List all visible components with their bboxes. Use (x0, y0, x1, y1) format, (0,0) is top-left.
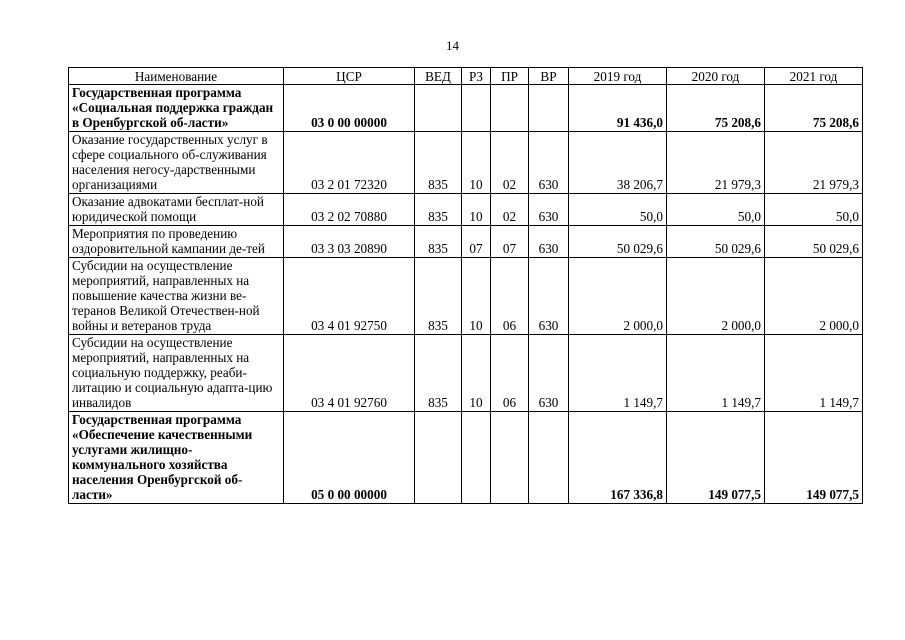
row-pr: 02 (491, 132, 529, 194)
row-rz: 07 (462, 226, 491, 258)
row-2021: 75 208,6 (765, 85, 863, 132)
row-name: Государственная программа «Обеспечение качественными услугами жилищно-коммунального хозяйства населения Оренбургской об-ласти» (69, 412, 284, 504)
row-2019: 1 149,7 (569, 335, 667, 412)
row-2020: 1 149,7 (667, 335, 765, 412)
row-csr: 03 0 00 00000 (284, 85, 415, 132)
row-name: Субсидии на осуществление мероприятий, направленных на повышение качества жизни ве-теранов Великой Отечествен-ной войны и ветеранов труда (69, 258, 284, 335)
row-vr (529, 412, 569, 504)
header-2019: 2019 год (569, 68, 667, 85)
row-name: Субсидии на осуществление мероприятий, направленных на социальную поддержку, реаби-литацию и социальную адапта-цию инвалидов (69, 335, 284, 412)
row-pr (491, 412, 529, 504)
row-csr: 03 4 01 92760 (284, 335, 415, 412)
row-rz: 10 (462, 132, 491, 194)
row-2019: 50,0 (569, 194, 667, 226)
row-rz: 10 (462, 194, 491, 226)
row-2020: 149 077,5 (667, 412, 765, 504)
row-2020: 21 979,3 (667, 132, 765, 194)
row-2021: 1 149,7 (765, 335, 863, 412)
row-rz (462, 85, 491, 132)
row-name: Государственная программа «Социальная поддержка граждан в Оренбургской об-ласти» (69, 85, 284, 132)
row-2021: 2 000,0 (765, 258, 863, 335)
table-row (69, 258, 863, 335)
row-csr: 03 2 01 72320 (284, 132, 415, 194)
row-2020: 50 029,6 (667, 226, 765, 258)
row-ved (415, 412, 462, 504)
row-ved: 835 (415, 194, 462, 226)
row-ved (415, 85, 462, 132)
row-name: Оказание адвокатами бесплат-ной юридической помощи (69, 194, 284, 226)
row-2021: 50 029,6 (765, 226, 863, 258)
row-pr: 06 (491, 258, 529, 335)
table-row (69, 335, 863, 412)
header-pr: ПР (491, 68, 529, 85)
row-pr (491, 85, 529, 132)
row-ved: 835 (415, 226, 462, 258)
row-csr: 05 0 00 00000 (284, 412, 415, 504)
table-header-row (69, 68, 863, 85)
row-name: Мероприятия по проведению оздоровительной кампании де-тей (69, 226, 284, 258)
row-2021: 50,0 (765, 194, 863, 226)
row-2019: 38 206,7 (569, 132, 667, 194)
row-name: Оказание государственных услуг в сфере социального об-служивания населения негосу-дарственными организациями (69, 132, 284, 194)
header-ved: ВЕД (415, 68, 462, 85)
row-ved: 835 (415, 132, 462, 194)
row-csr: 03 3 03 20890 (284, 226, 415, 258)
header-rz: РЗ (462, 68, 491, 85)
row-2019: 91 436,0 (569, 85, 667, 132)
row-2020: 75 208,6 (667, 85, 765, 132)
row-vr (529, 85, 569, 132)
page-number: 14 (446, 38, 459, 53)
row-pr: 07 (491, 226, 529, 258)
row-rz: 10 (462, 258, 491, 335)
header-2021: 2021 год (765, 68, 863, 85)
row-2021: 149 077,5 (765, 412, 863, 504)
row-vr: 630 (529, 132, 569, 194)
header-name: Наименование (69, 68, 284, 85)
table-row (69, 194, 863, 226)
row-2019: 50 029,6 (569, 226, 667, 258)
row-2020: 50,0 (667, 194, 765, 226)
table-row-program-housing-utilities (69, 412, 863, 504)
row-vr: 630 (529, 258, 569, 335)
row-csr: 03 2 02 70880 (284, 194, 415, 226)
row-2020: 2 000,0 (667, 258, 765, 335)
table-row (69, 132, 863, 194)
row-vr: 630 (529, 226, 569, 258)
row-2019: 2 000,0 (569, 258, 667, 335)
table-row (69, 226, 863, 258)
row-vr: 630 (529, 194, 569, 226)
row-pr: 02 (491, 194, 529, 226)
header-vr: ВР (529, 68, 569, 85)
row-csr: 03 4 01 92750 (284, 258, 415, 335)
table-row-program-social-support (69, 85, 863, 132)
row-2019: 167 336,8 (569, 412, 667, 504)
row-rz (462, 412, 491, 504)
row-pr: 06 (491, 335, 529, 412)
row-ved: 835 (415, 335, 462, 412)
header-csr: ЦСР (284, 68, 415, 85)
row-2021: 21 979,3 (765, 132, 863, 194)
budget-table (68, 67, 863, 504)
row-rz: 10 (462, 335, 491, 412)
header-2020: 2020 год (667, 68, 765, 85)
row-ved: 835 (415, 258, 462, 335)
row-vr: 630 (529, 335, 569, 412)
